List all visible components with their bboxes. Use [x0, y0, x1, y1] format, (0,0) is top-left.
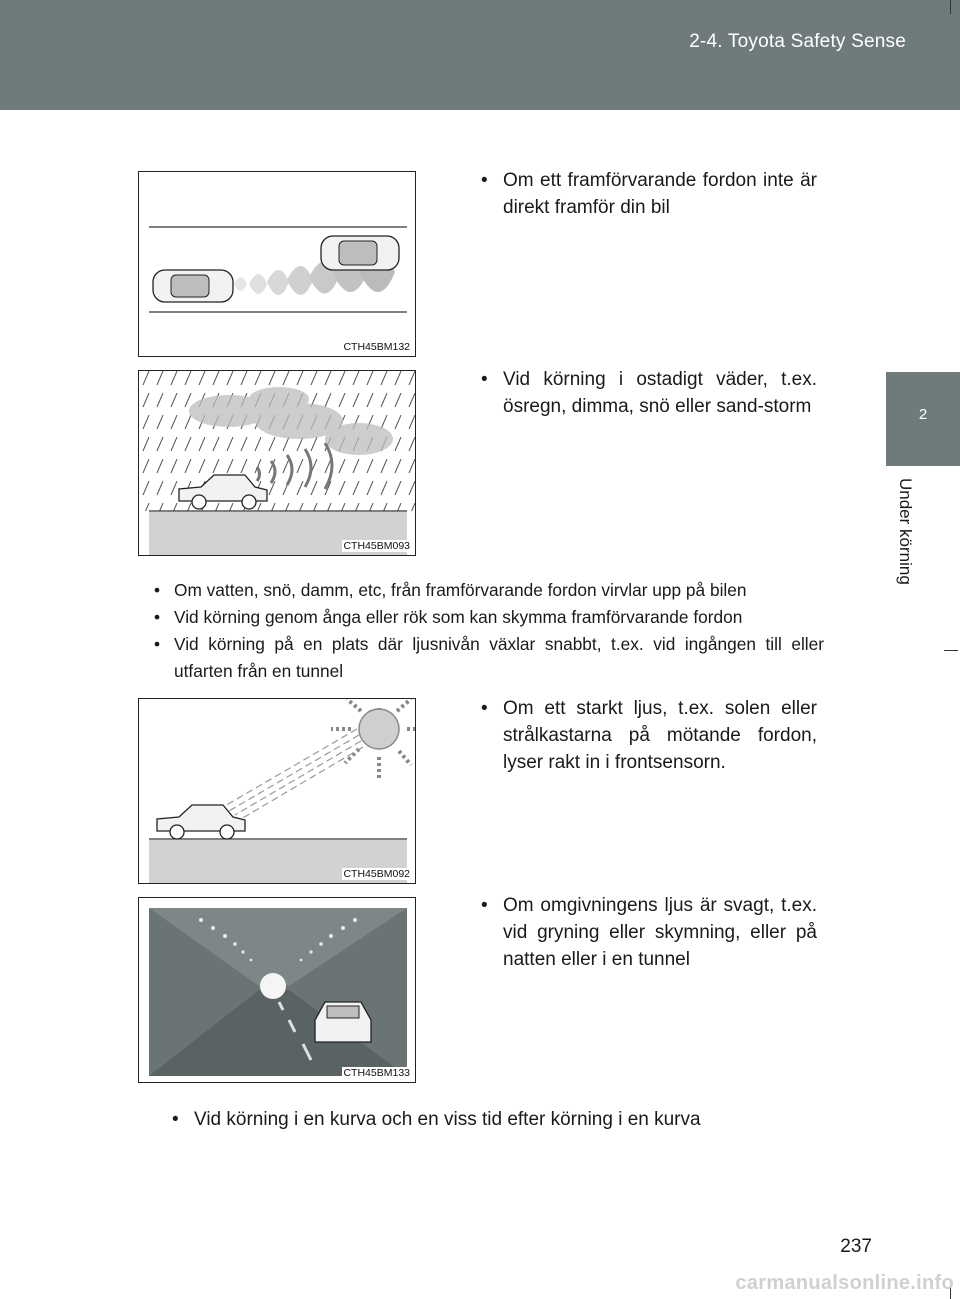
figure-code: CTH45BM093 — [343, 540, 410, 552]
list-item: • Om vatten, snö, damm, etc, från framförvarande fordon virvlar upp på bilen — [154, 580, 747, 600]
list-item: • Vid körning genom ånga eller rök som kan skymma framförvarande fordon — [154, 607, 743, 627]
own-vehicle-topview — [153, 270, 233, 302]
list-item: • Vid körning på en plats där ljusnivån växlar snabbt, t.ex. vid ingången till eller utfarten från en tunnel — [154, 634, 824, 681]
list-item: • Vid körning i en kurva och en viss tid efter körning i en kurva — [172, 1109, 701, 1130]
tunnel-illustration — [139, 898, 416, 1083]
figure-bad-weather — [138, 370, 416, 556]
sedan-sideview — [157, 805, 245, 839]
offset-vehicle-illustration — [139, 172, 416, 357]
chapter-number: 2 — [918, 406, 928, 423]
chapter-label: Under körning — [896, 478, 915, 585]
list-item: • Om ett starkt ljus, t.ex. solen eller strålkastarna på mötande fordon, lyser rakt in i frontsensorn. — [481, 698, 817, 773]
figure-strong-light — [138, 698, 416, 884]
sedan-rearview — [315, 1002, 371, 1042]
chapter-tab — [886, 372, 960, 466]
watermark: carmanualsonline.info — [735, 1272, 954, 1294]
section-header-bar — [0, 0, 960, 110]
figure-tunnel — [138, 897, 416, 1083]
list-item: • Om omgivningens ljus är svagt, t.ex. vid gryning eller skymning, eller på natten eller i en tunnel — [481, 895, 817, 970]
figure-code: CTH45BM092 — [343, 868, 410, 880]
crop-mark — [950, 0, 951, 14]
bad-weather-illustration — [139, 371, 416, 556]
list-item: • Om ett framförvarande fordon inte är direkt framför din bil — [481, 170, 817, 218]
page-number: 237 — [840, 1236, 872, 1257]
section-title: 2-4. Toyota Safety Sense — [689, 31, 906, 52]
front-vehicle-topview — [321, 236, 399, 270]
figure-code: CTH45BM133 — [343, 1067, 410, 1079]
strong-light-illustration — [139, 699, 416, 884]
list-item: • Vid körning i ostadigt väder, t.ex. ösregn, dimma, snö eller sand-storm — [481, 369, 817, 417]
figure-code: CTH45BM132 — [343, 341, 410, 353]
crop-mark — [944, 650, 958, 651]
figure-offset-vehicle — [138, 171, 416, 357]
